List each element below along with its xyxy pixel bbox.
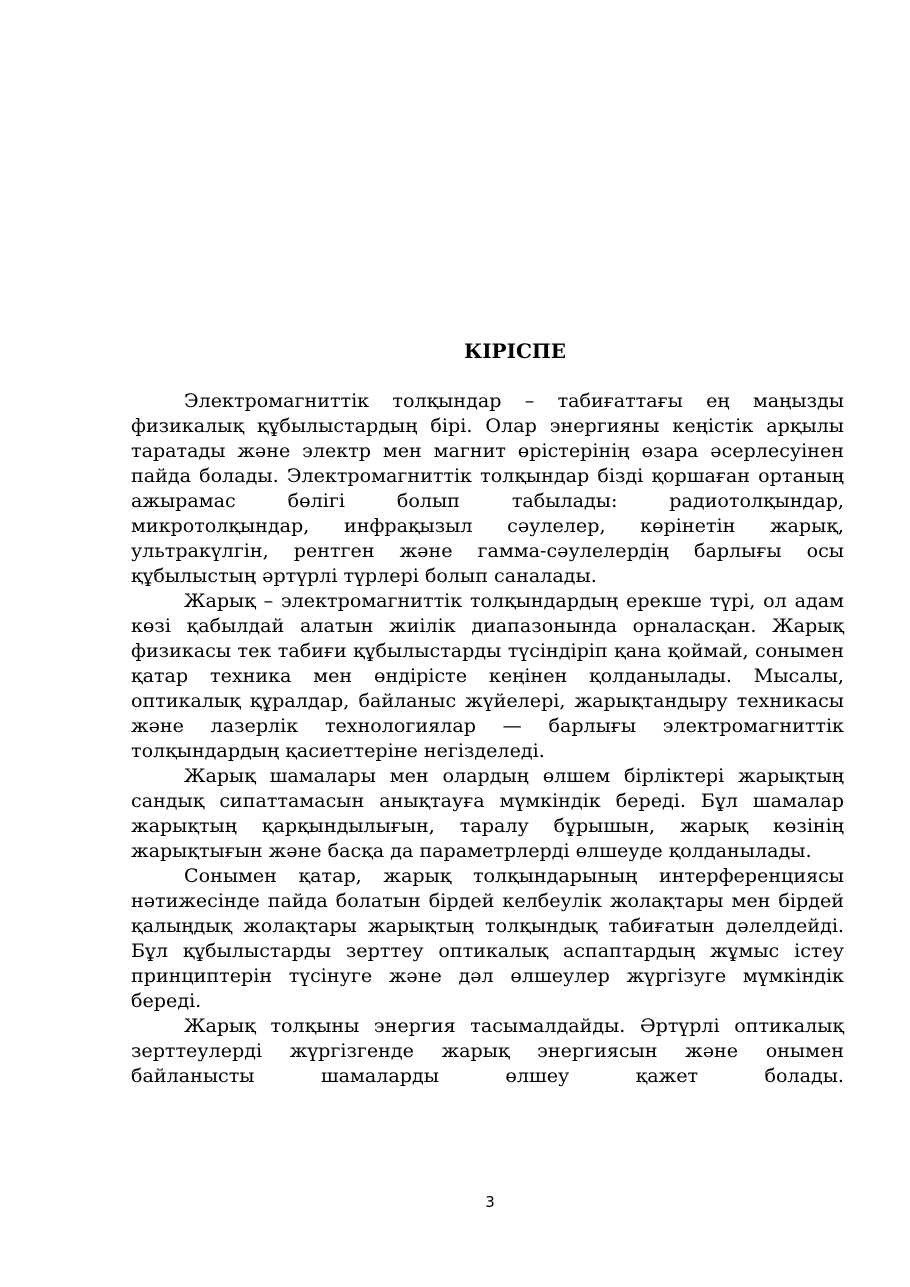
paragraph: Жарық шамалары мен олардың өлшем бірліктері жарықтың сандық сипаттамасын анықтауға мүмкіндік береді. Бұл шамалар жарықтың қарқындылығын, таралу бұрышын, жарық көзінің жарықтығын және басқа да параметрлерді өлшеуде қолданылады. bbox=[131, 764, 844, 862]
paragraph: Сонымен қатар, жарық толқындарының интерференциясы нәтижесінде пайда болатын бірдей келбеулік жолақтары мен бірдей қалыңдық жолақтары жарықтың толқындық табиғатын дәлелдейді. Бұл құбылыстарды зерттеу оптикалық аспаптардың жұмыс істеу принциптерін түсінуге және дәл өлшеулер жүргізуге мүмкіндік береді. bbox=[131, 864, 844, 1012]
paragraph: Электромагниттік толқындар – табиғаттағы ең маңызды физикалық құбылыстардың бірі. Олар энергияны кеңістік арқылы таратады және электр мен магнит өрістерінің өзара әсерлесуінен пайда болады. Электромагниттік толқындар бізді қоршаған ортаның ажырамас бөлігі болып табылады: радиотолқындар, микротолқындар, инфрақызыл сәулелер, көрінетін жарық, ультракүлгін, рентген және гамма-сәулелердің барлығы осы құбылыстың әртүрлі түрлері болып саналады. bbox=[131, 389, 844, 587]
section-heading: КІРІСПЕ bbox=[464, 339, 566, 363]
paragraph: Жарық – электромагниттік толқындардың ерекше түрі, ол адам көзі қабылдай алатын жиілік диапазонында орналасқан. Жарық физикасы тек табиғи құбылыстарды түсіндіріп қана қоймай, сонымен қатар техника мен өндірісте кеңінен қолданылады. Мысалы, оптикалық құралдар, байланыс жүйелері, жарықтандыру техникасы және лазерлік технологиялар — барлығы электромагниттік толқындардың қасиеттеріне негізделеді. bbox=[131, 589, 844, 762]
body-text bbox=[131, 388, 844, 1088]
page-number: 3 bbox=[485, 1193, 495, 1211]
paragraph: Жарық толқыны энергия тасымалдайды. Әртүрлі оптикалық зерттеулерді жүргізгенде жарық энергиясын және онымен байланысты шамаларды өлшеу қажет болады. bbox=[131, 1014, 844, 1087]
